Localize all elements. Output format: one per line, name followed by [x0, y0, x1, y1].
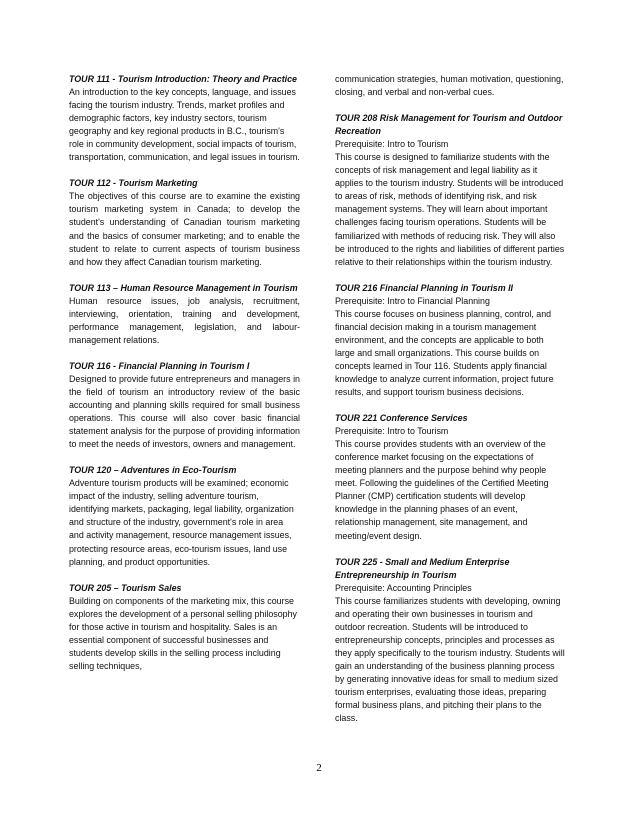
course-title: TOUR 111 - Tourism Introduction: Theory and Practice: [69, 74, 297, 84]
course-prerequisite: Prerequisite: Intro to Financial Planning: [335, 295, 490, 306]
course-description-continuation: communication strategies, human motivation, questioning, closing, and verbal and non-verbal cues.: [335, 74, 564, 98]
course-description: Designed to provide future entrepreneurs and managers in the field of tourism an introductory review of the basic accounting and planning skills required for small business operations. This course will also cover basic financial statement analysis for the purpose of providing information to meet the needs of investors, owners and management.: [69, 373, 300, 450]
course-title: TOUR 221 Conference Services: [335, 413, 468, 424]
course-description: Building on components of the marketing mix, this course explores the development of a personal selling philosophy for those active in tourism and hospitality. Sales is an essential component of successful businesses and students develop skills in the selling process including selling techniques,: [69, 595, 297, 671]
course-description: This course focuses on business planning, control, and financial decision making in a tourism management environment, and the concepts are applicable to both large and small organizations. This course builds on concepts learned in Tour 116. Students apply financial knowledge to analyze current information, project future results, and support tourism business decisions.: [335, 308, 554, 398]
course-entry-tour-120: [69, 464, 300, 568]
course-entry-tour-221: [335, 412, 565, 542]
course-description: This course familiarizes students with developing, owning and operating their own businesses in tourism and outdoor recreation. Students will be introduced to entrepreneurship concepts, principles and processes as they apply specifically to the tourism industry. Students will gain an understanding of the business planning process by generating innovative ideas for small to medium sized tourism enterprises, evaluating those ideas, preparing formal business plans, and pitching their plans to the class.: [335, 595, 565, 724]
course-prerequisite: Prerequisite: Accounting Principles: [335, 582, 472, 593]
course-entry-tour-113: [69, 282, 300, 347]
page-number: 2: [316, 762, 322, 774]
left-column: [69, 73, 300, 686]
course-title: TOUR 113 – Human Resource Management in Tourism: [69, 282, 298, 293]
course-description: This course is designed to familiarize students with the concepts of risk management and legal liability as it applies to the tourism industry. Students will be introduced to areas of risk, methods of identifying risk, and risk management systems. They will learn about important challenges facing tourism operations. Students will be familiarized with methods of reducing risk. They will also be introduced to the rights and liabilities of different parties relative to their relationships within the tourism industry.: [335, 152, 565, 267]
course-title: TOUR 225 - Small and Medium Enterprise Entrepreneurship in Tourism: [335, 556, 510, 580]
course-description: An introduction to the key concepts, language, and issues facing the tourism industry. Trends, market profiles and demographic factors, key industry sectors, tourism geography and key regional products in B.C., tourism's role in community development, social impacts of tourism, transportation, communication, and legal issues in tourism.: [69, 87, 300, 163]
right-column: [335, 73, 565, 738]
course-entry-tour-216: [335, 282, 565, 399]
course-title: TOUR 216 Financial Planning in Tourism II: [335, 282, 514, 293]
course-entry-tour-116: [69, 360, 300, 451]
course-entry-tour-225: [335, 556, 565, 726]
course-prerequisite: Prerequisite: Intro to Tourism: [335, 139, 449, 150]
course-entry-tour-112: [69, 177, 300, 268]
course-title: TOUR 120 – Adventures in Eco-Tourism: [69, 465, 237, 476]
course-prerequisite: Prerequisite: Intro to Tourism: [335, 426, 449, 437]
course-description: Adventure tourism products will be examined; economic impact of the industry, selling adventure tourism, identifying markets, packaging, legal liability, organization and structure of the industry, government's role in area and activity management, resource management issues, protecting resource areas, eco-tourism issues, land use planning, and product opportunities.: [69, 478, 294, 567]
course-description: The objectives of this course are to examine the existing tourism marketing system in Canada; to develop the student's understanding of Canadian tourism marketing and the basics of consumer marketing; and to enable the student to relate to current aspects of tourism business and how they affect Canadian tourism marketing.: [69, 191, 300, 267]
course-title: TOUR 112 - Tourism Marketing: [69, 178, 198, 189]
course-title: TOUR 116 - Financial Planning in Tourism I: [69, 360, 250, 371]
course-description: This course provides students with an overview of the conference market focusing on the expectations of meeting planners and the purpose behind why people meet. Following the guidelines of the Certified Meeting Planner (CMP) certification students will develop knowledge in the planning phases of an event, relationship management, site management, and meeting/event design.: [335, 439, 549, 541]
course-entry-tour-111: [69, 73, 300, 164]
course-entry-tour-208: [335, 112, 565, 269]
course-title: TOUR 208 Risk Management for Tourism and Outdoor Recreation: [335, 113, 563, 137]
course-title: TOUR 205 – Tourism Sales: [69, 582, 182, 593]
course-description: Human resource issues, job analysis, recruitment, interviewing, orientation, training and development, performance management, legislation, and labour-management relations.: [69, 295, 300, 345]
course-entry-tour-205: [69, 582, 300, 673]
